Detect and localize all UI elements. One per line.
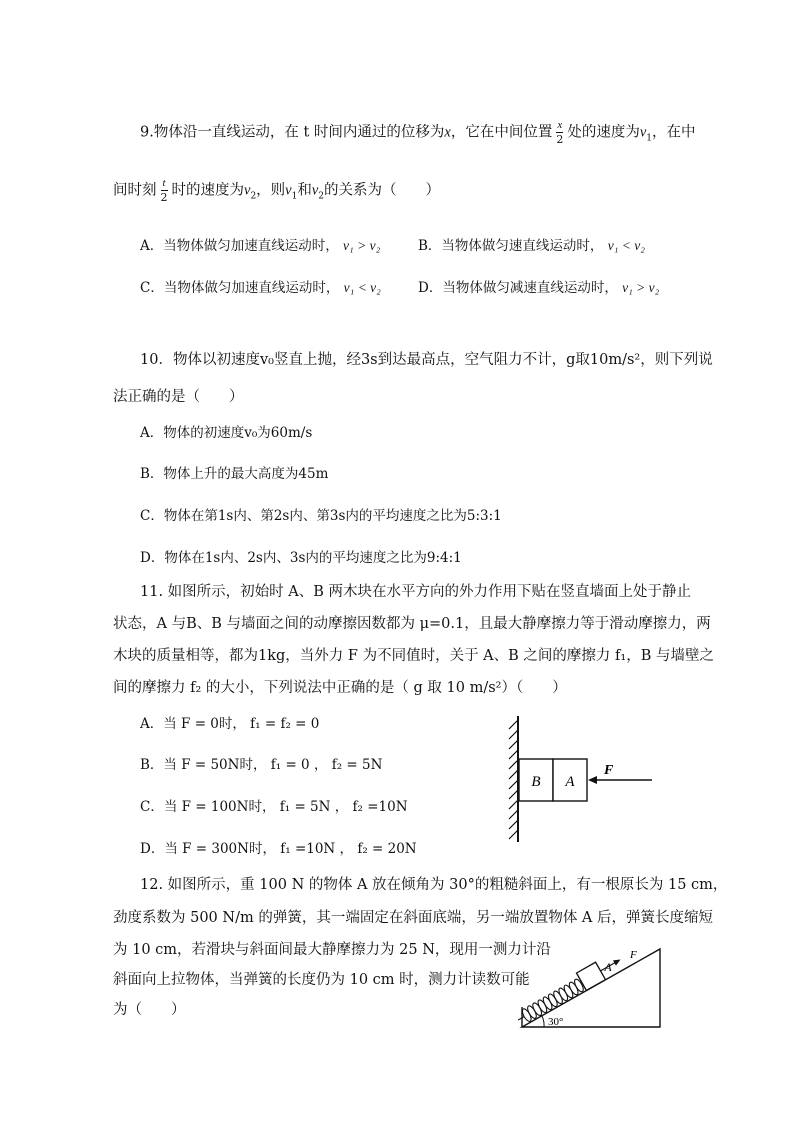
q9-option-b: B．当物体做匀速直线运动时， v₁ < v₂ <box>418 238 645 254</box>
label-a: A <box>604 960 612 974</box>
q11-line2: 状态，A 与B、B 与墙面之间的动摩擦因数都为 μ=0.1，且最大静摩擦力等于滑动摩擦力，两 <box>113 616 711 632</box>
q12-line2: 劲度系数为 500 N/m 的弹簧，其一端固定在斜面底端，另一端放置物体 A 后，弹簧长度缩短 <box>113 910 714 926</box>
q9-text: 处的速度为 <box>567 124 640 141</box>
q11-option-a: A．当 F = 0时， f₁ = f₂ = 0 <box>140 716 320 732</box>
q12-line3: 为 10 cm，若滑块与斜面间最大静摩擦力为 25 N，现用一测力计沿 <box>113 942 551 958</box>
q9-option-c: C．当物体做匀加速直线运动时， v₁ < v₂ <box>140 280 381 296</box>
q11-option-b: B．当 F = 50N时， f₁ = 0 ， f₂ = 5N <box>140 757 383 773</box>
q9-text: ，在中 <box>652 124 696 141</box>
q11-line3: 木块的质量相等，都为1kg，当外力 F 为不同值时，关于 A、B 之间的摩擦力 f₁，B 与墙壁之 <box>113 648 714 664</box>
label-b: B <box>531 774 541 790</box>
q12-line1: 12. 如图所示，重 100 N 的物体 A 放在倾角为 30°的粗糙斜面上，有一根原长为 15 cm， <box>140 877 728 893</box>
force-arrow-head <box>588 776 597 784</box>
q10-option-a: A．物体的初速度v₀为60m/s <box>140 425 313 441</box>
q10-option-b: B．物体上升的最大高度为45m <box>140 466 329 482</box>
q9-var-x: x <box>444 124 451 141</box>
q10-line1: 10．物体以初速度v₀竖直上抛，经3s到达最高点，空气阻力不计，g取10m/s²，则下列说 <box>140 352 713 368</box>
wall-hatch <box>509 720 518 839</box>
q9-option-d: D．当物体做匀减速直线运动时， v₁ > v₂ <box>418 280 660 296</box>
fraction-t-over-2: $\frac{t}{2}$ <box>160 177 168 204</box>
label-f: F <box>604 763 614 778</box>
force-arrow-head <box>613 957 622 966</box>
q10-option-c: C．物体在第1s内、第2s内、第3s内的平均速度之比为5:3:1 <box>140 508 502 524</box>
q11-option-d: D．当 F = 300N时， f₁ =10N ， f₂ = 20N <box>140 841 417 857</box>
q10-option-d: D．物体在1s内、2s内、3s内的平均速度之比为9:4:1 <box>140 550 462 566</box>
q12-incline-spring-figure <box>518 945 664 1030</box>
q9-line2: 间时刻 $\frac{t}{2}$ 时的速度为$v_2$，则$v_1$和$v_2$的关系为（ ） <box>113 177 441 204</box>
q9-v1: v <box>639 124 647 141</box>
angle-label: 30° <box>548 1016 564 1028</box>
q9-text: 9.物体沿一直线运动，在 t 时间内通过的位移为 <box>140 124 445 141</box>
q11-line4: 间的摩擦力 f₂ 的大小，下列说法中正确的是（ g 取 10 m/s²）（ ） <box>113 680 567 696</box>
q11-line1: 11. 如图所示，初始时 A、B 两木块在水平方向的外力作用下贴在竖直墙面上处于静止 <box>140 584 692 600</box>
q10-line2: 法正确的是（ ） <box>113 389 244 405</box>
label-a: A <box>565 774 575 790</box>
q9-line1: 9.物体沿一直线运动，在 t 时间内通过的位移为x，它在中间位置 $\frac{x}{2}$ 处的速度为$v_1$，在中 <box>140 119 696 146</box>
q11-option-c: C．当 F = 100N时， f₁ = 5N ， f₂ =10N <box>140 799 408 815</box>
q9-text: ，它在中间位置 <box>450 124 553 141</box>
q12-line4: 斜面向上拉物体，当弹簧的长度仍为 10 cm 时，测力计读数可能 <box>113 972 530 988</box>
q11-wall-blocks-figure <box>500 712 670 844</box>
label-f: F <box>630 949 637 961</box>
fraction-x-over-2: $\frac{x}{2}$ <box>556 119 564 146</box>
q9-option-a: A．当物体做匀加速直线运动时， v₁ > v₂ <box>140 238 381 254</box>
q12-line5: 为（ ） <box>113 1002 186 1018</box>
